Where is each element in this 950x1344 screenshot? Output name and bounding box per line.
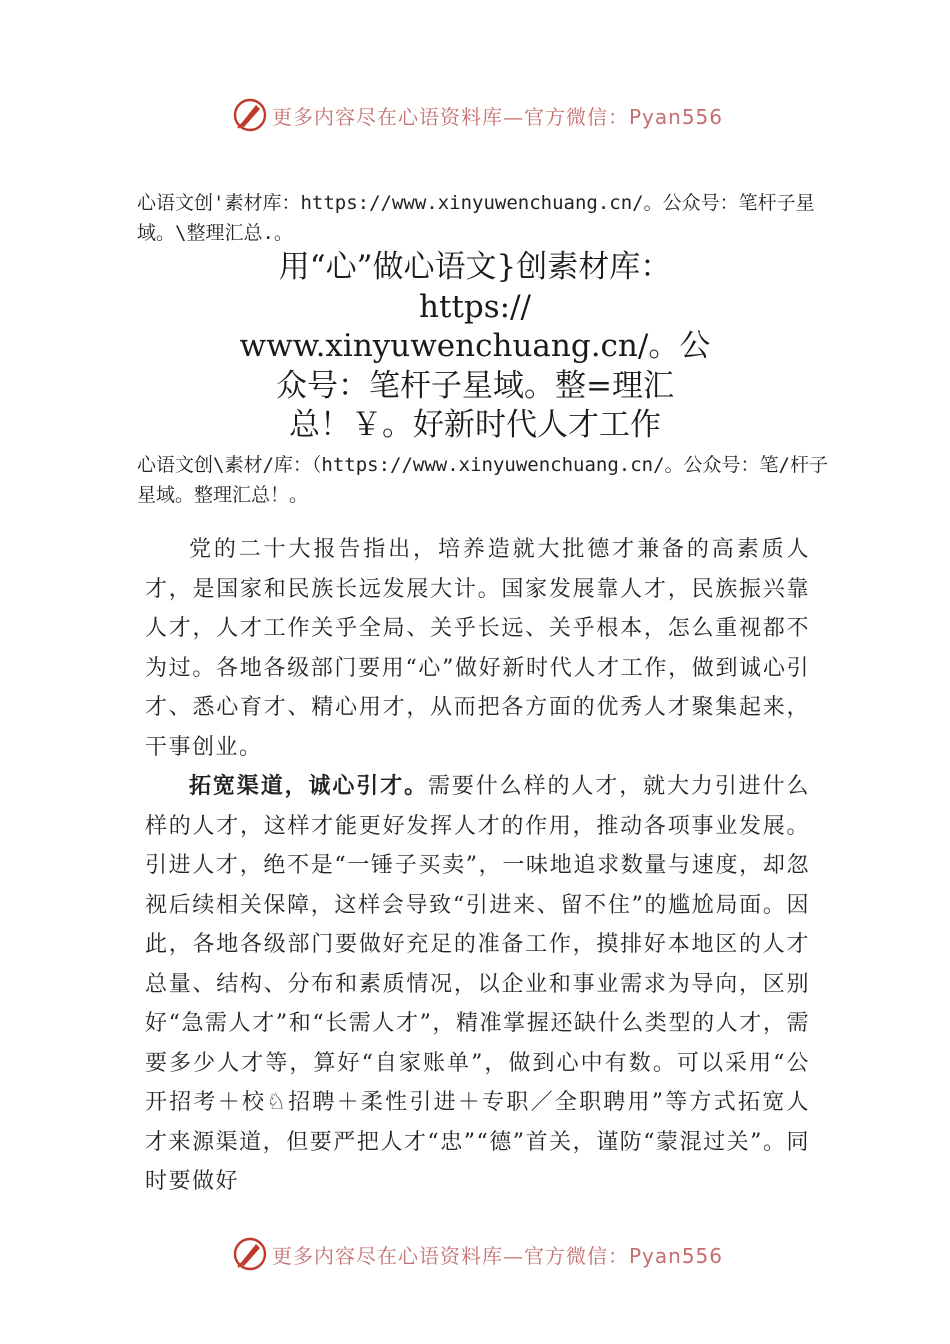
paragraph-2 (145, 767, 810, 1202)
banner-text: 更多内容尽在心语资料库—官方微信：Pyan556 (272, 104, 724, 129)
banner-wechat-id: Pyan556 (629, 104, 724, 129)
bottom-banner (232, 1234, 723, 1274)
quill-logo-icon (232, 97, 268, 133)
paragraph-1: 党的二十大报告指出，培养造就大批德才兼备的高素质人才，是国家和民族长远发展大计。国家发展靠人才，民族振兴靠人才，人才工作关乎全局、关乎长远、关乎根本，怎么重视都不为过。各地各级部门要用“心”做好新时代人才工作，做到诚心引才、悉心育才、精心用才，从而把各方面的优秀人才聚集起来，干事创业。 (145, 537, 810, 760)
banner-wechat-id: Pyan556 (629, 1243, 724, 1268)
title-line: 用“心”做心语文}创素材库： (278, 249, 672, 285)
banner-text: 更多内容尽在心语资料库—官方微信：Pyan556 (272, 1243, 724, 1268)
title-line: 总！￥。好新时代人才工作 (289, 407, 661, 443)
title-line: https:// (419, 288, 531, 325)
top-banner (232, 95, 723, 135)
paragraph-2-heading: 拓宽渠道，诚心引才。 (189, 774, 428, 799)
article-body (145, 530, 810, 1202)
quill-logo-icon (232, 1236, 268, 1272)
header-line-1: 心语文创'素材库：https://www.xinyuwenchuang.cn/。公众号：笔杆子星域。\整理汇总.。 (137, 192, 815, 244)
title-line: 众号：笔杆子星域。整=理汇 (276, 367, 674, 404)
header-line-3: 心语文创\素材/库：（https://www.xinyuwenchuang.cn/。公众号：笔/杆子星域。整理汇总！。 (137, 454, 828, 506)
paragraph-2-text: 需要什么样的人才，就大力引进什么样的人才，这样才能更好发挥人才的作用，推动各项事业发展。引进人才，绝不是“一锤子买卖”，一味地追求数量与速度，却忽视后续相关保障，这样会导致“引进来、留不住”的尴尬局面。因此，各地各级部门要做好充足的准备工作，摸排好本地区的人才总量、结构、分布和素质情况，以企业和事业需求为导向，区别好“急需人才”和“长需人才”，精准掌握还缺什么类型的人才，需要多少人才等，算好“自家账单”，做到心中有数。可以采用“公开招考＋校♘招聘＋柔性引进＋专职／全职聘用”等方式拓宽人才来源渠道，但要严把人才“忠”“德”首关，谨防“蒙混过关”。同时要做好 (145, 774, 810, 1194)
document-title (120, 248, 830, 446)
title-line: www.xinyuwenchuang.cn/。公 (239, 328, 711, 364)
